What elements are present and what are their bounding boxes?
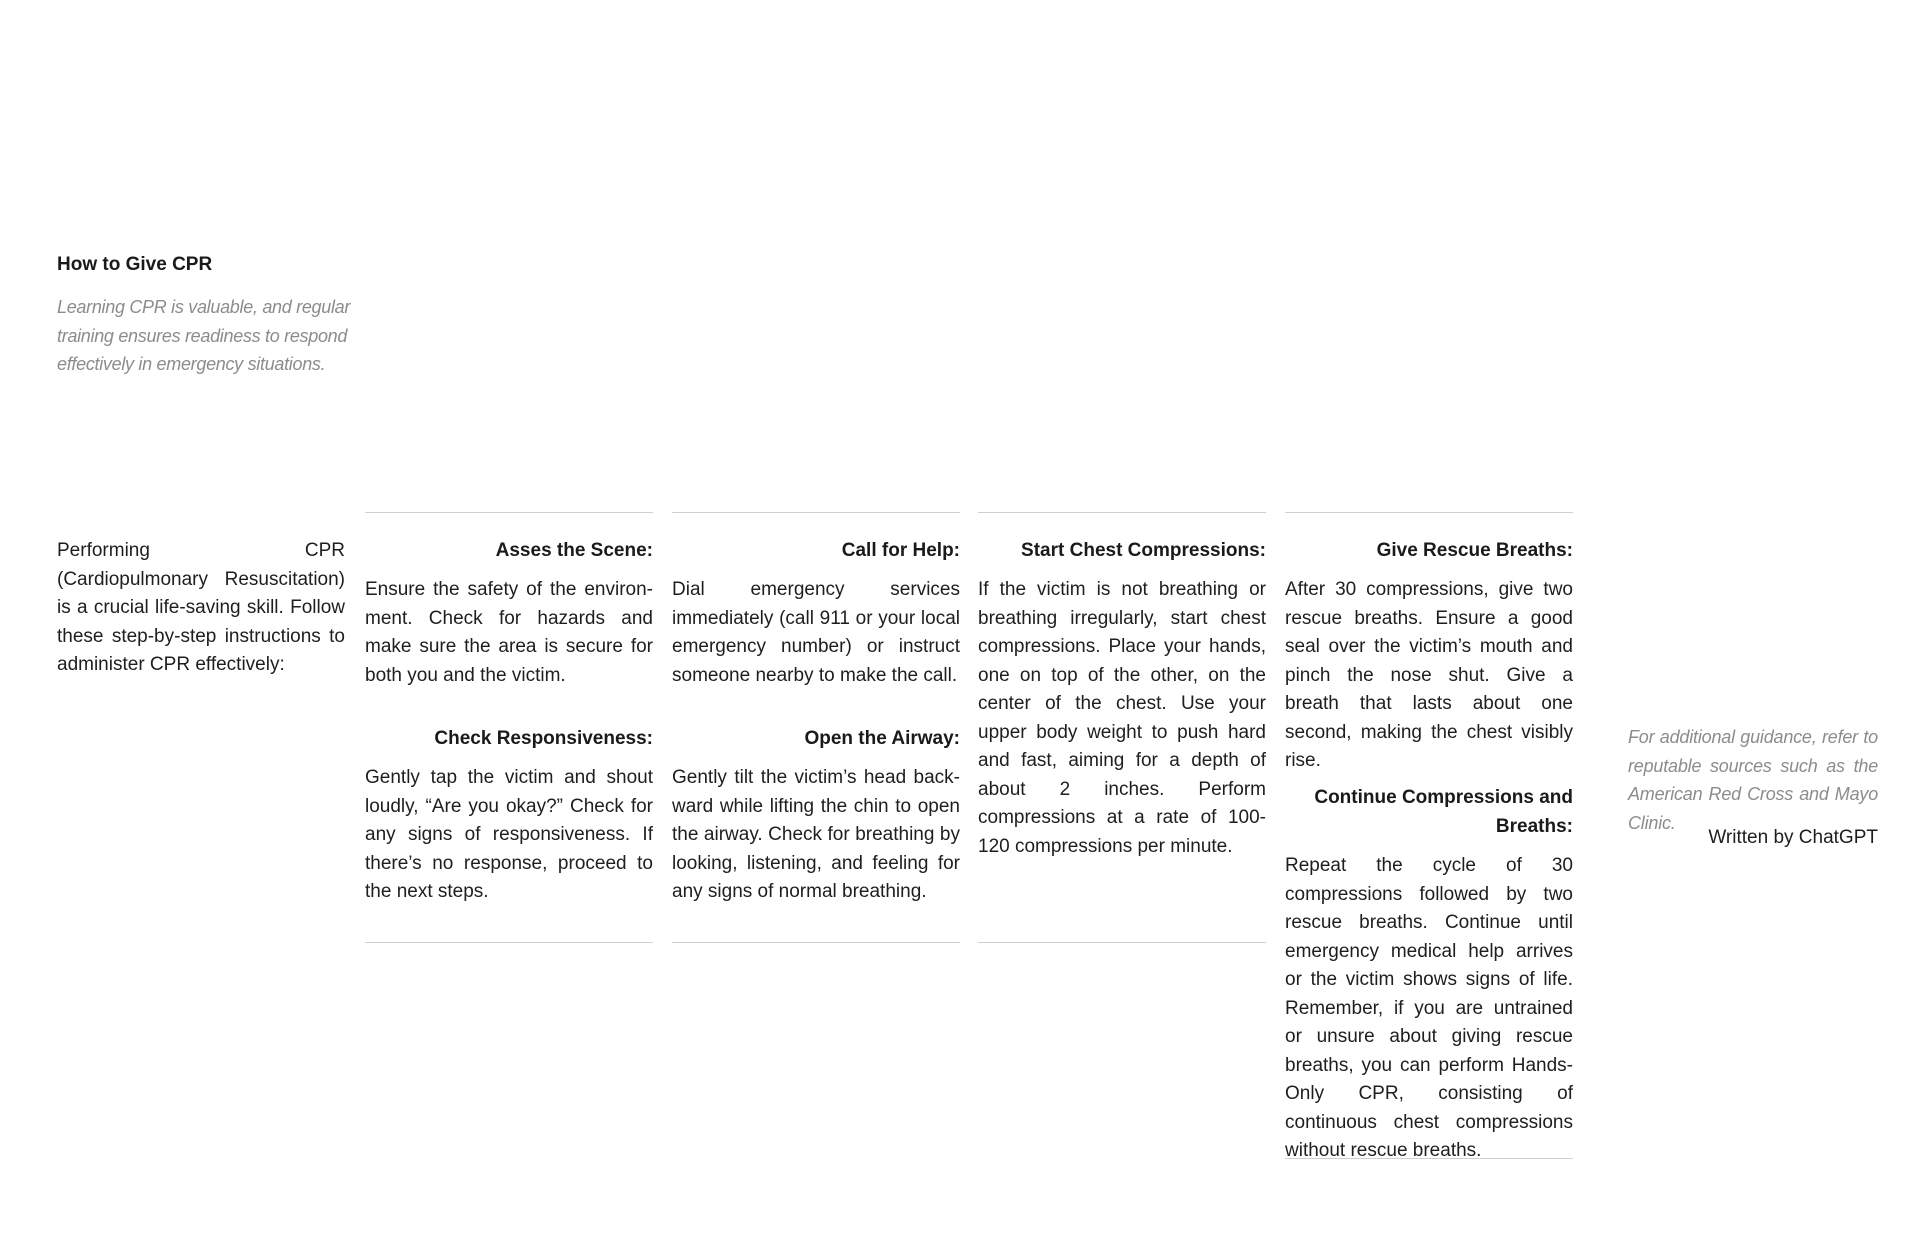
step-heading-assess-scene: Asses the Scene: [495,540,653,561]
step-body-call-for-help: Dial emergency services immediately (call 911 or your local emergency number) or instruct someone nearby to make the call. [672,579,960,686]
page-title: How to Give CPR [57,254,213,275]
step-heading-continue-cycle: Continue Compressions and Breaths: [1314,787,1573,837]
column-2-bottom-rule [672,942,960,943]
column-4-top-rule [1285,512,1573,513]
step-heading-rescue-breaths: Give Rescue Breaths: [1376,540,1573,561]
author-credit: Written by ChatGPT [1708,827,1878,848]
step-heading-call-for-help: Call for Help: [841,540,960,561]
step-heading-check-responsiveness: Check Responsiveness: [434,728,653,749]
column-3-bottom-rule [978,942,1266,943]
step-body-open-airway: Gently tilt the victim’s head backward while lifting the chin to open the airway. Check for breathing by looking, listening, and feeling for any signs of normal breathing. [672,767,960,902]
column-2-top-rule [672,512,960,513]
page-subtitle: Learning CPR is valuable, and regular training ensures readiness to respond effectively in emergency situations. [57,297,351,374]
column-1-bottom-rule [365,942,653,943]
step-body-rescue-breaths: After 30 compressions, give two rescue breaths. Ensure a good seal over the victim’s mouth and pinch the nose shut. Give a breath that lasts about one second, making the chest visibly rise. [1285,579,1573,771]
step-heading-chest-compressions: Start Chest Compressions: [1021,540,1266,561]
step-body-assess-scene: Ensure the safety of the environment. Check for hazards and make sure the area is secure for both you and the victim. [365,579,653,686]
intro-paragraph: Performing CPR (Cardiopulmonary Resuscitation) is a crucial life-saving skill. Follow these step-by-step instructions to administer CPR effectively: [57,540,345,675]
step-heading-open-airway: Open the Airway: [804,728,960,749]
guidance-note: For additional guidance, refer to reputable sources such as the American Red Cross and Mayo Clinic. [1628,727,1878,833]
column-1-top-rule [365,512,653,513]
column-4-bottom-rule [1285,1158,1573,1159]
step-body-check-responsiveness: Gently tap the victim and shout loudly, “Are you okay?” Check for any signs of responsiveness. If there’s no response, proceed to the next steps. [365,767,653,902]
step-body-continue-cycle: Repeat the cycle of 30 compressions followed by two rescue breaths. Continue until emergency medical help arrives or the victim shows signs of life. Remember, if you are untrained or unsure about giving rescue breaths, you can perform Hands-Only CPR, consisting of continuous chest compressions without rescue breaths. [1285,855,1573,1161]
step-body-chest-compressions: If the victim is not breathing or breathing irregularly, start chest compressions. Place your hands, one on top of the other, on the center of the chest. Use your upper body weight to push hard and fast, aiming for a depth of about 2 inches. Perform compressions at a rate of 100-120 compressions per minute. [978,579,1266,857]
column-3-top-rule [978,512,1266,513]
